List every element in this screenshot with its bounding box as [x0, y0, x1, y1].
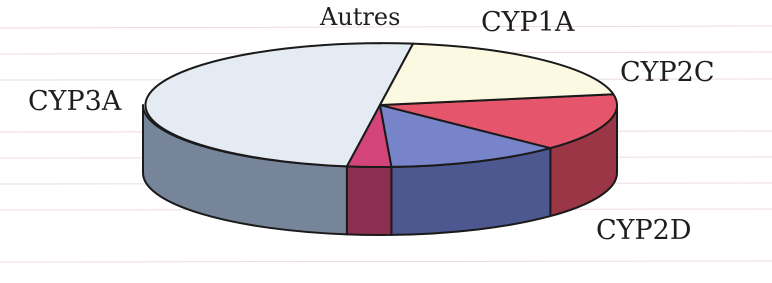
- pie-slices: [145, 43, 617, 167]
- label-cyp3a: CYP3A: [28, 86, 122, 117]
- label-cyp1a: CYP1A: [481, 7, 575, 38]
- side-autres: [347, 166, 392, 235]
- label-cyp2c: CYP2C: [620, 57, 715, 88]
- label-cyp2d: CYP2D: [596, 215, 692, 246]
- label-autres: Autres: [320, 3, 401, 31]
